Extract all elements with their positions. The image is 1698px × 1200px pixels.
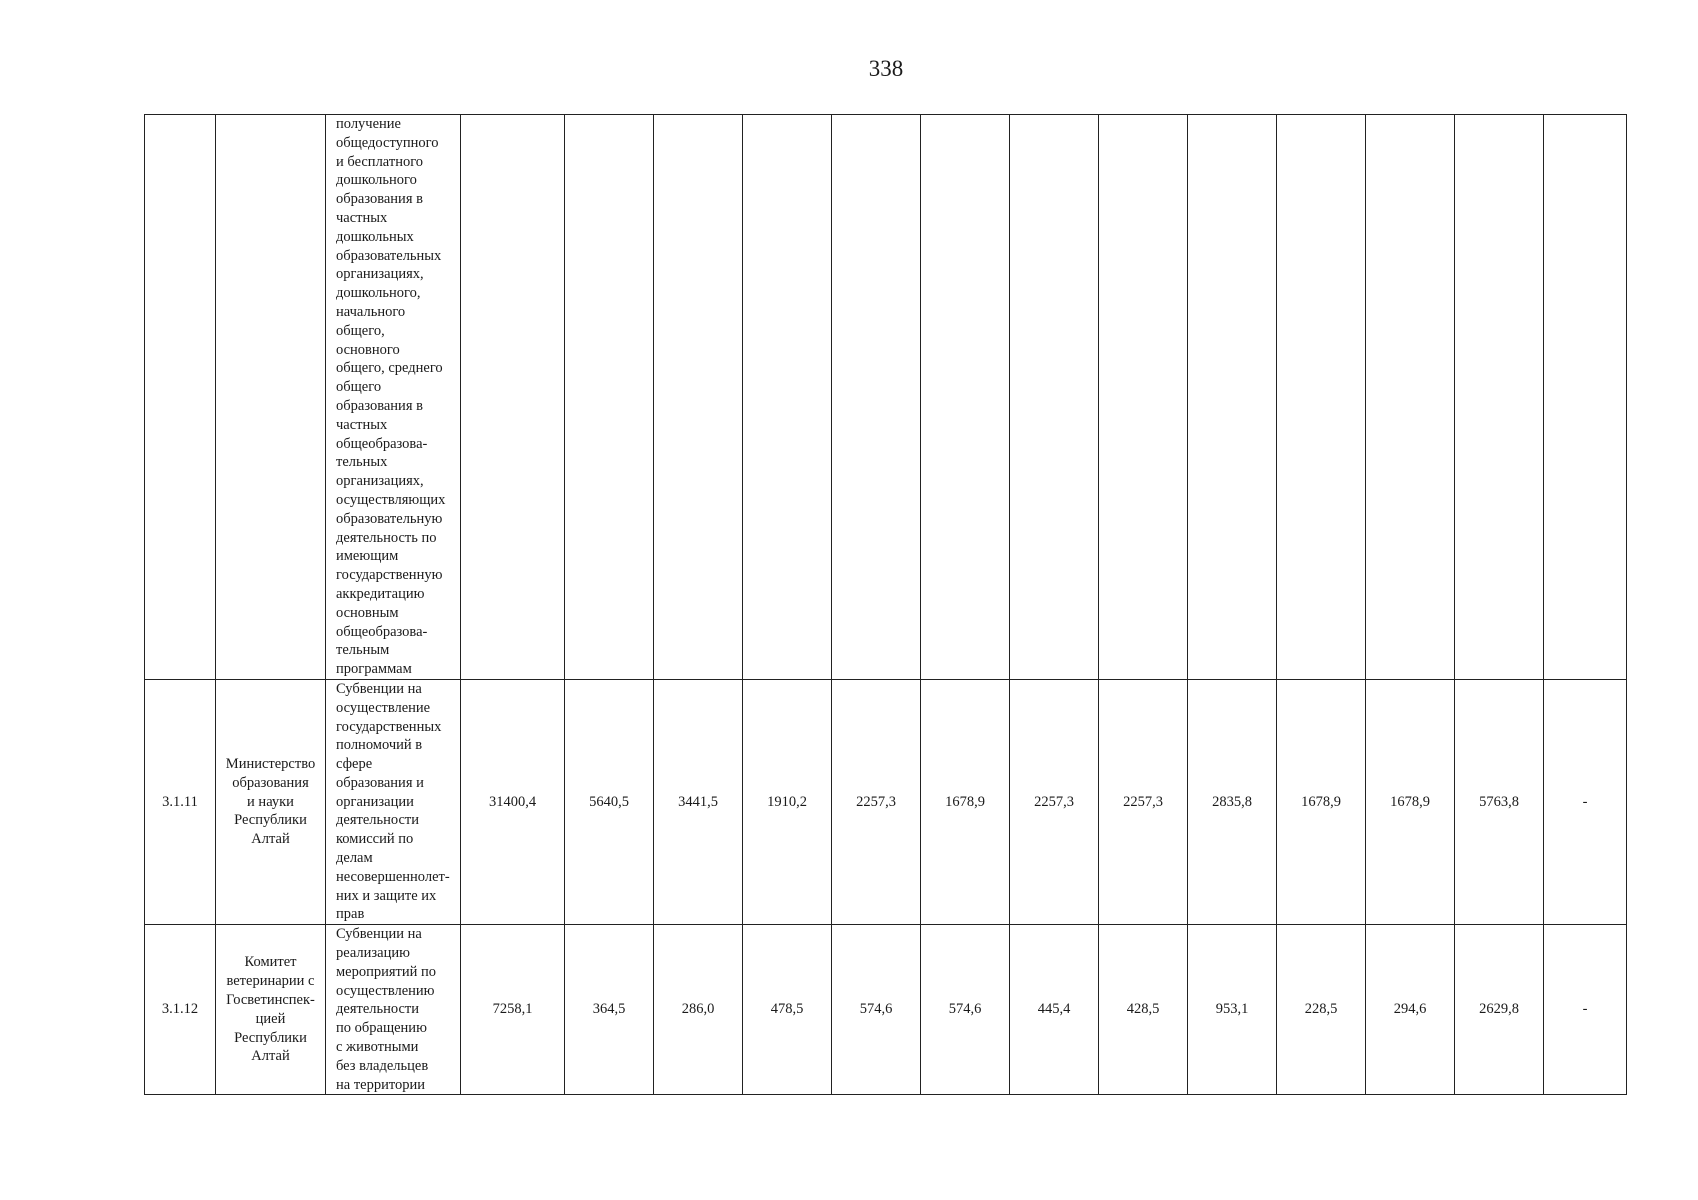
row-value	[565, 115, 654, 680]
row-total: 31400,4	[461, 679, 565, 924]
row-value: 2257,3	[832, 679, 921, 924]
row-value: 428,5	[1099, 925, 1188, 1095]
row-value: 1678,9	[921, 679, 1010, 924]
row-purpose: Субвенции на реализацию мероприятий по осуществлению деятельности по обращению с животными без владельцев на территории	[326, 925, 461, 1095]
row-value: 3441,5	[654, 679, 743, 924]
row-executor: Министерство образования и науки Республики Алтай	[216, 679, 326, 924]
table-row	[145, 679, 1627, 924]
row-executor: Комитет ветеринарии с Госветинспек- цией Республики Алтай	[216, 925, 326, 1095]
row-value: 478,5	[743, 925, 832, 1095]
row-value: 574,6	[921, 925, 1010, 1095]
page-number: 338	[868, 56, 904, 81]
row-code	[145, 115, 216, 680]
row-value: 1678,9	[1277, 679, 1366, 924]
table-row	[145, 925, 1627, 1095]
table-row	[145, 115, 1627, 680]
row-value	[1366, 115, 1455, 680]
row-value: 228,5	[1277, 925, 1366, 1095]
row-purpose: Субвенции на осуществление государственных полномочий в сфере образования и организации деятельности комиссий по делам несовершеннолет- них и защите их прав	[326, 679, 461, 924]
row-value: 286,0	[654, 925, 743, 1095]
row-value: 953,1	[1188, 925, 1277, 1095]
row-value: 5640,5	[565, 679, 654, 924]
row-value: 2257,3	[1099, 679, 1188, 924]
row-value: 1678,9	[1366, 679, 1455, 924]
row-value: -	[1544, 925, 1627, 1095]
row-value	[1099, 115, 1188, 680]
row-value	[921, 115, 1010, 680]
row-executor	[216, 115, 326, 680]
row-code: 3.1.12	[145, 925, 216, 1095]
row-total: 7258,1	[461, 925, 565, 1095]
row-value	[743, 115, 832, 680]
row-value: 5763,8	[1455, 679, 1544, 924]
row-value: 2629,8	[1455, 925, 1544, 1095]
row-value	[654, 115, 743, 680]
row-value: -	[1544, 679, 1627, 924]
row-value: 1910,2	[743, 679, 832, 924]
row-value: 294,6	[1366, 925, 1455, 1095]
row-code: 3.1.11	[145, 679, 216, 924]
row-value	[1277, 115, 1366, 680]
row-value: 2835,8	[1188, 679, 1277, 924]
row-value: 364,5	[565, 925, 654, 1095]
row-purpose: получение общедоступного и бесплатного дошкольного образования в частных дошкольных образовательных организациях, дошкольного, начального общего, основного общего, среднего общего образования в частных общеобразова- тельных организациях, осуществляющих образовательную деятельность по имеющим государственную аккредитацию основным общеобразова- тельным программам	[326, 115, 461, 680]
row-value	[832, 115, 921, 680]
row-value	[1544, 115, 1627, 680]
row-value	[1188, 115, 1277, 680]
row-value	[1455, 115, 1544, 680]
row-total	[461, 115, 565, 680]
row-value: 2257,3	[1010, 679, 1099, 924]
row-value: 445,4	[1010, 925, 1099, 1095]
row-value: 574,6	[832, 925, 921, 1095]
budget-table	[144, 114, 1627, 1095]
row-value	[1010, 115, 1099, 680]
